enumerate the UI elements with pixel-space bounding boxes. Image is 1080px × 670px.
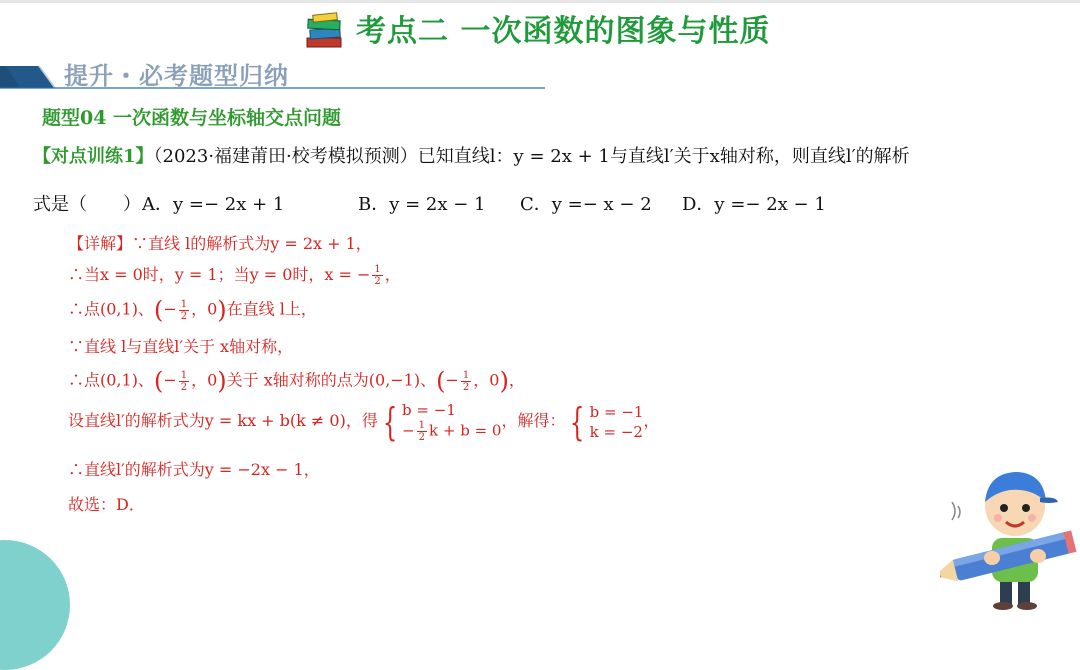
top-rule xyxy=(0,0,1080,3)
solution-line-3: ∴点(0,1)、(− $\frac{1}{2}$ ，0)在直线 l上， xyxy=(68,296,317,324)
solution-line-8: 故选：D． xyxy=(68,495,145,514)
solution-line-6: 设直线l′的解析式为y = kx + b(k ≠ 0)，得 { b = −1 − $\frac{1}{2}$ k + b = 0，解得： { b = −1 k = −2， xyxy=(68,399,660,444)
banner-title: 提升・必考题型归纳 xyxy=(64,61,289,90)
option-b[interactable]: B．y = 2x − 1 xyxy=(358,194,486,215)
option-d[interactable]: D．y =− 2x − 1 xyxy=(682,194,826,215)
solution-text: ，0 xyxy=(191,370,218,390)
solution-line-7: ∴直线l′的解析式为y = −2x − 1， xyxy=(68,460,320,479)
fraction-numerator: 1 xyxy=(180,298,188,310)
solution-text: ， xyxy=(508,370,525,390)
fraction-numerator: 1 xyxy=(418,420,425,431)
solution-text: ∴点(0,1)、 xyxy=(68,299,154,319)
solution-text: ，解得： xyxy=(501,411,566,430)
equation-system-solution xyxy=(590,402,644,442)
solution-line-5: ∴点(0,1)、(− $\frac{1}{2}$ ，0)关于 x轴对称的点为(0,−1)、(− $\frac{1}{2}$ ，0)， xyxy=(68,367,525,395)
solution-text: 在直线 l上， xyxy=(226,299,317,319)
question-stem-cont: 式是（ ） xyxy=(33,194,141,215)
solution-line-4: ∵直线 l与直线l′关于 x轴对称， xyxy=(68,337,294,356)
equation: b = −1 xyxy=(402,401,456,419)
fraction-denominator: 2 xyxy=(180,381,188,393)
question-source: （2023·福建莆田·校考模拟预测） xyxy=(153,146,418,167)
question-type-heading: 题型04 一次函数与坐标轴交点问题 xyxy=(42,107,342,129)
fraction xyxy=(179,370,189,393)
equation: k + b = 0 xyxy=(429,421,502,440)
solution-text: ∴点(0,1)、 xyxy=(68,370,154,390)
page-title: 考点二 一次函数的图象与性质 xyxy=(356,14,771,49)
solution-line-1: 【详解】∵直线 l的解析式为y = 2x + 1， xyxy=(68,234,372,253)
fraction-denominator: 2 xyxy=(180,310,188,322)
solution-text: ， xyxy=(384,265,401,284)
fraction xyxy=(179,299,189,322)
equation: k = −2 xyxy=(589,422,643,441)
solution-text: 设直线l′的解析式为y = kx + b(k ≠ 0)，得 xyxy=(68,411,378,430)
fraction xyxy=(417,420,427,443)
fraction-numerator: 1 xyxy=(462,369,470,381)
option-c[interactable]: C．y =− x − 2 xyxy=(520,194,652,215)
equation-system: b = −1 − $\frac{1}{2}$ k + b = 0 xyxy=(402,401,502,443)
question-stem xyxy=(33,142,910,168)
fraction xyxy=(461,370,471,393)
fraction-denominator: 2 xyxy=(418,432,425,443)
question-stem-text: 已知直线l：y = 2x + 1与直线l′关于x轴对称，则直线l′的解析 xyxy=(417,146,910,167)
fraction-numerator: 1 xyxy=(374,264,381,275)
fraction-denominator: 2 xyxy=(374,276,381,287)
solution-text: ，0 xyxy=(191,299,218,319)
decorative-corner-circle xyxy=(0,540,70,670)
books-icon xyxy=(303,12,347,52)
question-tag: 【对点训练1】 xyxy=(33,146,154,167)
fraction-denominator: 2 xyxy=(462,381,470,393)
solution-text: ，0 xyxy=(473,370,500,390)
solution-text: ∴当x = 0时，y = 1；当y = 0时，x = − xyxy=(68,265,371,284)
equation: b = −1 xyxy=(589,402,644,421)
boy-with-pencil-illustration xyxy=(940,458,1080,611)
solution-text: ， xyxy=(643,411,660,430)
solution-line-2 xyxy=(68,262,401,287)
solution-text: 关于 x轴对称的点为(0,−1)、 xyxy=(226,370,437,390)
option-a[interactable]: A．y =− 2x + 1 xyxy=(142,194,285,215)
fraction xyxy=(372,264,382,287)
fraction-numerator: 1 xyxy=(180,369,188,381)
